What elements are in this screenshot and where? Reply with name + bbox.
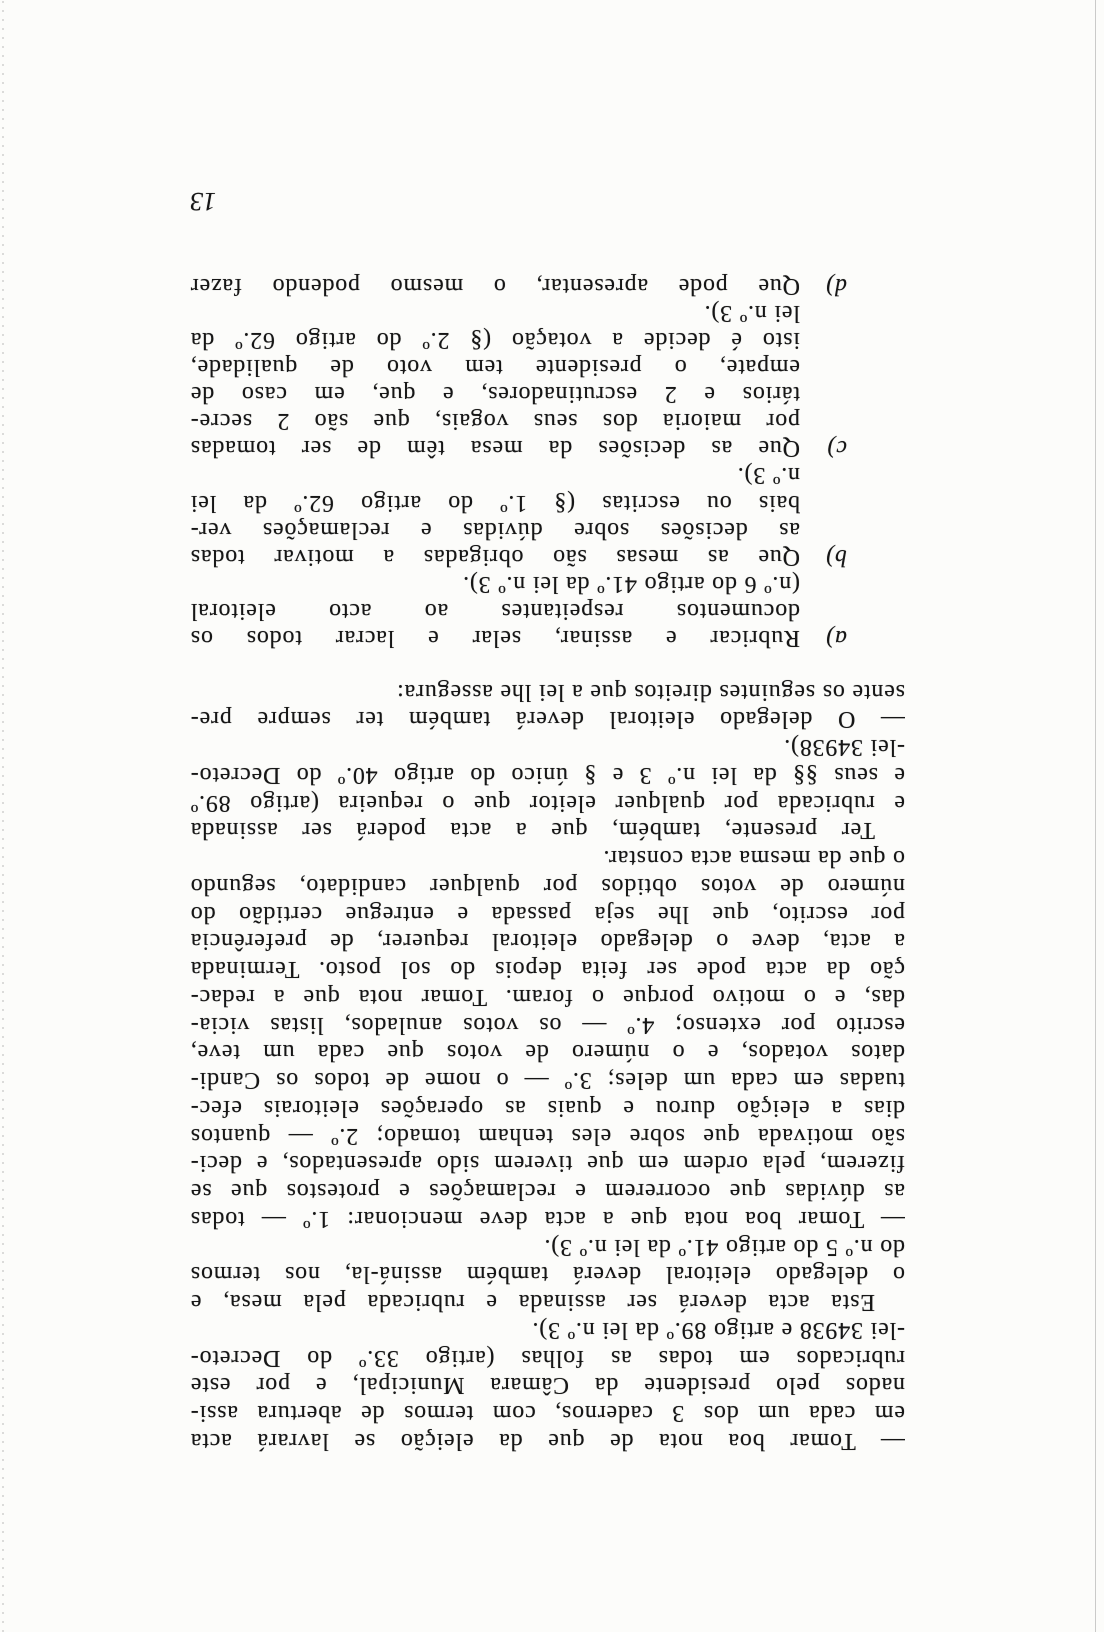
text-line: fizerem, pela ordem em que tiverem sido apresentados, e deci- (190, 1150, 905, 1177)
text-line: número de votos obtidos por qualquer candidato, segundo (190, 873, 905, 899)
item-text (190, 272, 800, 299)
list-item-c (190, 299, 905, 462)
text-line: são motivada que sobre eles tenham tomado; 2.º — quantos (190, 1122, 905, 1149)
list-item-d (190, 272, 905, 299)
text-line: -lei 34938). (783, 734, 905, 761)
text-line: o delegado eleitoral deverá também assiná-la, nos termos (190, 1261, 905, 1288)
item-line: bais ou escritas (§ 1.º do artigo 62.º da lei (190, 489, 800, 516)
item-line: Rubricar e assinar, selar e lacrar todos os (190, 625, 800, 651)
text-line: nados pelo presidente da Câmara Municipal, e por este (190, 1372, 905, 1399)
body-text (190, 677, 905, 1454)
text-line: -lei 34938 e artigo 89.º da lei n.º 3). (531, 1317, 905, 1343)
rights-list (190, 272, 905, 651)
scan-edge-noise (2, 0, 4, 1632)
page-number: 13 (190, 187, 216, 216)
text-line: rubricados em todas as folhas (artigo 33.º do Decreto- (190, 1344, 905, 1371)
list-item-a (190, 570, 905, 651)
text-line: tuadas em cada um deles; 3.º — o nome de todos os Candi- (190, 1067, 905, 1094)
item-line: lei n.º 3). (703, 299, 800, 326)
text-line: e seus §§ da lei n.º 3 e § único do artigo 40.º do Decreto- (190, 762, 905, 788)
text-line: e rubricada por qualquer eleitor que o requeira (artigo 89.º (190, 789, 905, 816)
text-line: — Tomar boa nota de que da eleição se lavrará acta (190, 1428, 905, 1454)
item-label: a) (825, 625, 847, 651)
text-line: dias a eleição durou e quais as operações eleitorais efec- (190, 1095, 905, 1121)
text-line: a acta, deve o delegado eleitoral requerer, de preferência (190, 928, 905, 955)
text-line: as dúvidas que ocorrerem e reclamações e protestos que se (190, 1178, 905, 1205)
scan-edge-line (1095, 0, 1096, 1632)
item-line: Que as decisões da mesa têm de ser tomadas (190, 435, 800, 462)
text-line: sente os seguintes direitos que a lei lhe assegura: (396, 678, 905, 705)
text-line: Esta acta deverá ser assinada e rubricada pela mesa, e (190, 1289, 875, 1316)
text-line: datos votados, e o número de votos que cada um teve, (190, 1039, 905, 1066)
item-line: n.º 3). (736, 462, 800, 489)
text-line: Ter presente, também, que a acta poderá ser assinada (190, 817, 875, 844)
item-line: documentos respeitantes ao acto eleitoral (190, 597, 800, 624)
text-line: por escrito, que lhe seja passada e entregue certidão do (190, 900, 905, 927)
item-text (190, 461, 800, 569)
text-line: das, e o motivo porque o foram. Tomar nota que a redac- (190, 984, 905, 1010)
item-label: d) (825, 272, 847, 299)
item-line: as decisões sobre dúvidas e reclamações ver- (190, 516, 800, 543)
text-line: do n.º 5 do artigo 41.º da lei n.º 3). (543, 1233, 905, 1260)
text-line: — O delegado eleitoral deverá também ter sempre pre- (190, 706, 905, 733)
text-line: escrito por extenso; 4.º — os votos anulados, listas vicia- (190, 1011, 905, 1038)
text-line: em cada um dos 3 cadernos, com termos de abertura assi- (190, 1400, 905, 1427)
item-text (190, 299, 800, 462)
text-line: o que da mesma acta constar. (602, 845, 905, 872)
item-line: Que as mesas são obrigadas a motivar todas (190, 543, 800, 570)
list-item-b (190, 461, 905, 569)
item-text (190, 570, 800, 651)
item-label: b) (825, 543, 847, 570)
text-line: — Tomar boa nota que a acta deve mencionar: 1.º — todas (190, 1206, 905, 1232)
item-label: c) (826, 435, 847, 462)
text-line: ção da acta pode ser feita depois do sol posto. Terminada (190, 956, 905, 983)
item-line: (n.º 6 do artigo 41.º da lei n.º 3). (462, 570, 800, 597)
item-line: isto é decide a votação (§ 2.º do artigo 62.º da (190, 326, 800, 353)
item-line: por maioria dos seus vogais, que são 2 secre- (190, 408, 800, 435)
item-line: Que pode apresentar, o mesmo podendo fazer (190, 272, 800, 299)
item-line: empate, o presidente tem voto de qualidade, (190, 354, 800, 381)
item-line: tários e 2 escrutinadores, e que, em caso de (190, 381, 800, 408)
